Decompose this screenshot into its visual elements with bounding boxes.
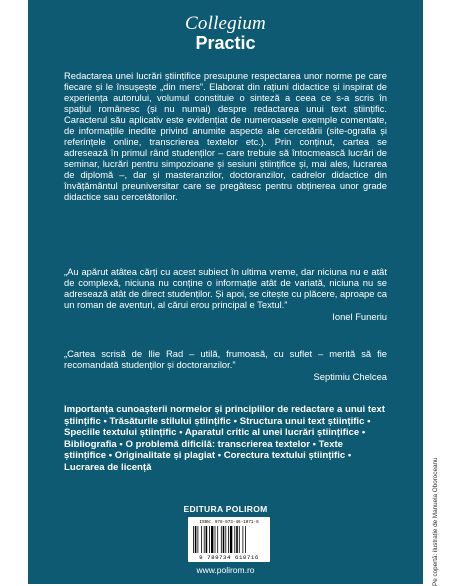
logo-brand: Collegium	[185, 13, 266, 34]
barcode-bars-icon	[193, 526, 265, 553]
back-cover	[28, 0, 423, 584]
quote-1-text: „Au apărut atâtea cărți cu acest subiect în ultima vreme, dar niciuna nu e atât de complexă, niciuna nu conține o informație atât de variată, niciuna nu se adresează atât de direct studenților. Și apoi, se citește cu plăcere, aproape ca un roman de aventuri, al cărui erou principal e Textul.”	[64, 266, 387, 310]
quote-1-author: Ionel Funeriu	[332, 311, 387, 322]
quote-2	[64, 348, 387, 382]
topics-list: Importanța cunoașterii normelor și principiilor de redactare a unui text științific • Trăsăturile stilului științific • Structura unui text științific • Speciile textului științific • Aparatul critic al unei lucrări științifice • Bibliografia • O problemă dificilă: transcrierea textelor • Texte științifice • Originalitate și plagiat • Corectura textului științific • Lucrarea de licență	[64, 404, 385, 473]
logo-series: Practic	[195, 33, 256, 53]
quote-2-text: „Cartea scrisă de Ilie Rad – utilă, frumoasă, cu suflet – merită să fie recomandată studenților și doctoranzilor.”	[64, 348, 387, 370]
barcode-block	[188, 517, 270, 562]
quote-1	[64, 266, 387, 322]
isbn-text: ISBN: 978-973-46-1071-6	[199, 520, 259, 525]
barcode-digits: 9 789734 610716	[199, 554, 259, 561]
publisher-name: EDITURA POLIROM	[183, 504, 268, 514]
quote-2-author: Septimiu Chelcea	[313, 371, 387, 382]
collection-logo	[28, 14, 423, 53]
cover-credit: Pe copertă: ilustrație de Manuela Oboroceanu	[432, 457, 439, 586]
publisher-website: www.polirom.ro	[196, 565, 255, 575]
book-description: Redactarea unei lucrări științifice presupune respectarea unor norme pe care fiecare și le însușește „din mers”. Elaborat din rațiuni didactice și inspirat de experiența autorului, volumul constituie o sinteză a ceea ce s-a scris în spațiul românesc (și nu numai) despre redactarea unui text științific. Caracterul său aplicativ este evidențiat de numeroasele exemple comentate, de informațiile inedite privind anumite aspecte ale cercetării (site-ografia și referințele online, transcrierea textelor etc.). Prin conținut, cartea se adresează în primul rând studenților – care trebuie să întocmească lucrări de seminar, lucrări pentru simpozioane și sesiuni științifice și, mai ales, lucrarea de diplomă –, dar și masteranzilor, doctoranzilor, cadrelor didactice din învățământul preuniversitar care se pregătesc pentru obținerea unor grade didactice sau cercetătorilor.	[64, 70, 387, 202]
